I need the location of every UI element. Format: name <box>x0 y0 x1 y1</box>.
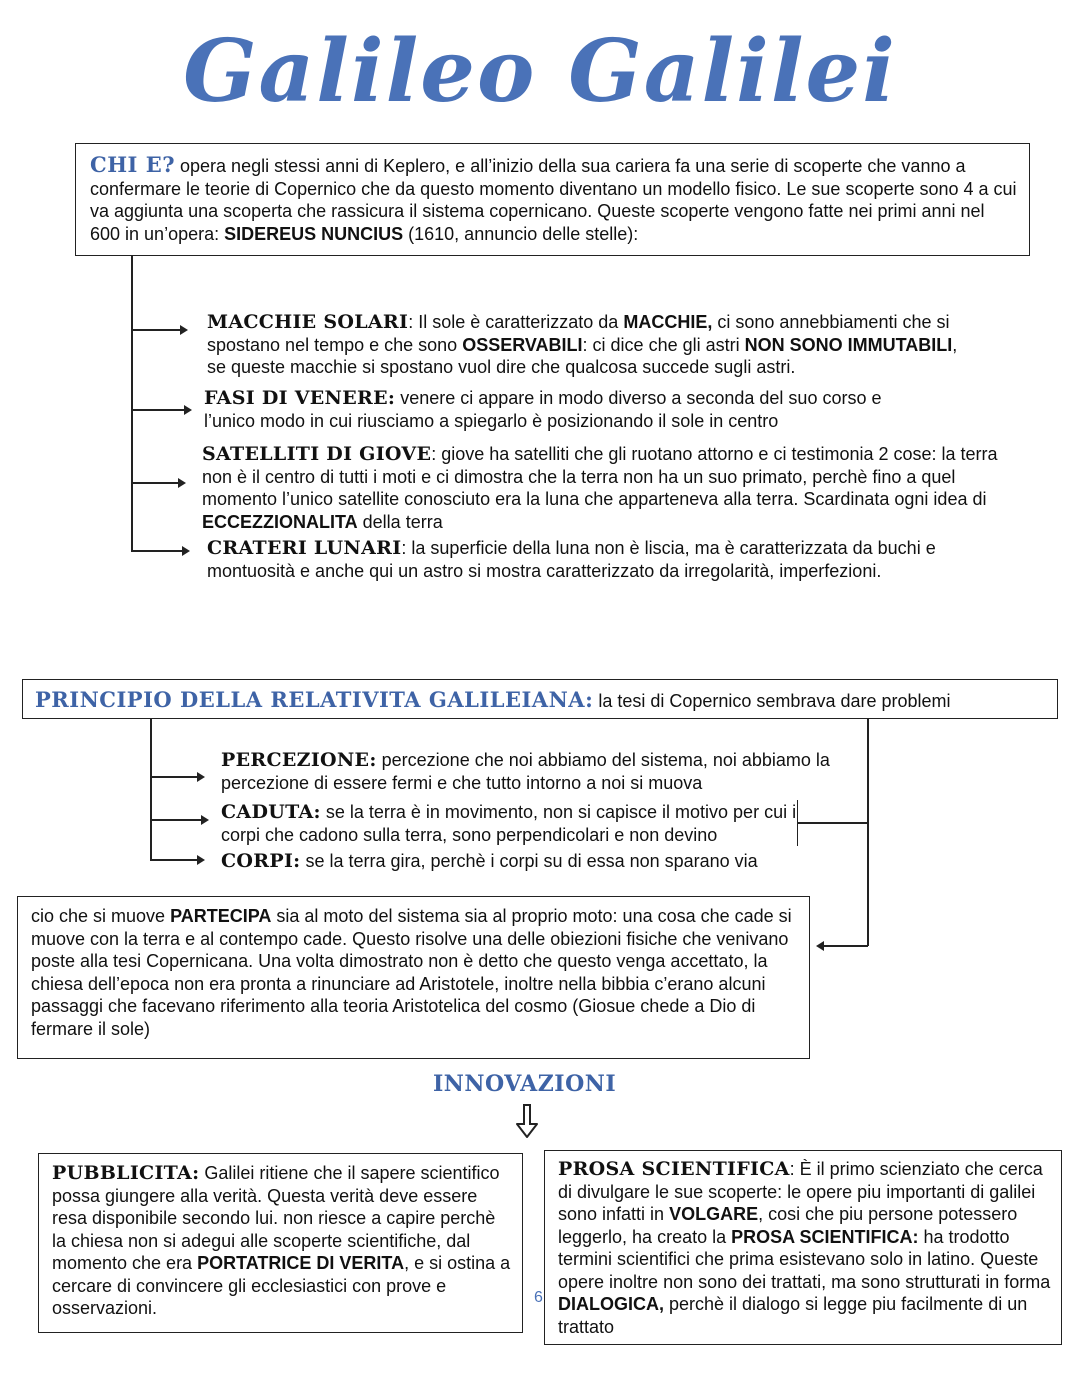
satelliti-giove-item: SATELLITI DI GIOVE: giove ha satelliti che gli ruotano attorno e ci testimonia 2 cose: la terra non è il centro di tutti i moti e ci dimostra che la terra non ha un suo primato, perchè fino a quel momento l’unico satellite conosciuto era la luna che apparteneva alla terra. Scardinata ogni idea di ECCEZZIONALITA della terra <box>202 443 998 532</box>
macchie-solari-item: MACCHIE SOLARI: Il sole è caratterizzato da MACCHIE, ci sono annebbiamenti che si spostano nel tempo e che sono OSSERVABILI: ci dice che gli astri NON SONO IMMUTABILI, se queste macchie si spostano vuol dire che qualcosa succede sugli astri. <box>207 311 958 377</box>
arrow-right-icon <box>184 405 192 415</box>
arrow-down-icon <box>516 1104 538 1138</box>
connector-crateri <box>131 550 183 552</box>
principio-box <box>22 679 1058 719</box>
connector-caduta <box>150 819 202 821</box>
arrow-right-icon <box>197 772 205 782</box>
arrow-right-icon <box>201 815 209 825</box>
arrow-right-icon <box>178 478 186 488</box>
pubblicita-text: PUBBLICITA: Galilei ritiene che il sapere scientifico possa giungere alla verità. Questa verità deve essere resa disponibile secondo lui. non riesce a capire perchè la chiesa non si adegui alle scoperte scientifiche, dal momento che era PORTATRICE DI VERITA, e si ostina a cercare di convincere gli ecclesiastici con prove e osservazioni. <box>52 1162 511 1318</box>
macchie-heading: MACCHIE SOLARI <box>207 311 409 333</box>
risposta-text: cio che si muove PARTECIPA sia al moto del sistema sia al proprio moto: una cosa che cade si muove con la terra e al contempo cade. Questo risolve una delle obiezioni fisiche che venivano poste alla tesi Copernicana. Una volta dimostrato non è detto che questo venga accettato, la chiesa dell’epoca non era pronta a rinunciare ad Aristotele, inoltre nella bibbia c’erano alcuni passaggi che facevano riferimento alla teoria Aristotelica del cosmo (Giosue chede a Dio di fermare il sole) <box>31 906 792 1039</box>
connector-giove <box>131 482 179 484</box>
arrow-right-icon <box>197 855 205 865</box>
tree-trunk-1 <box>131 256 133 550</box>
pubblicita-box <box>38 1153 523 1333</box>
giove-heading: SATELLITI DI GIOVE <box>202 443 432 465</box>
percezione-item: PERCEZIONE: percezione che noi abbiamo del sistema, noi abbiamo la percezione di essere fermi e che tutto intorno a noi si muova <box>221 749 830 793</box>
arrow-right-icon <box>182 546 190 556</box>
right-connector-bottom <box>824 945 868 947</box>
risposta-box <box>17 896 810 1059</box>
arrow-right-icon <box>180 325 188 335</box>
prosa-text: PROSA SCIENTIFICA: È il primo scienziato che cerca di divulgare le sue scoperte: le opere piu importanti di galilei sono infatti in VOLGARE, cosi che piu persone potessero leggerlo, ha creato la PROSA SCIENTIFICA: ha trodotto termini scientifici che prima esistevano solo in latino. Queste opere inoltre non sono dei trattati, ma sono strutturati in forma DIALOGICA, perchè il dialogo si legge piu facilmente di un trattato <box>558 1158 1051 1337</box>
tree-trunk-2 <box>150 719 152 860</box>
connector-venere <box>131 409 185 411</box>
prosa-heading: PROSA SCIENTIFICA <box>558 1158 790 1180</box>
principio-heading: PRINCIPIO DELLA RELATIVITA GALILEIANA: <box>35 687 594 712</box>
chi-e-box <box>75 143 1030 256</box>
chi-e-heading: CHI E? <box>90 152 176 177</box>
page-title: Galileo Galilei <box>183 21 897 122</box>
corpi-heading: CORPI: <box>221 850 301 872</box>
connector-corpi <box>150 859 198 861</box>
right-connector-stub <box>797 822 868 824</box>
right-connector-top <box>867 719 869 946</box>
page-number: 6 <box>534 1289 543 1306</box>
innovazioni-heading: INNOVAZIONI <box>433 1071 617 1097</box>
fasi-venere-item: FASI DI VENERE: venere ci appare in modo diverso a seconda del suo corso e l’unico modo in cui riusciamo a spiegarlo è posizionando il sole in centro <box>204 387 882 431</box>
caduta-item: CADUTA: se la terra è in movimento, non si capisce il motivo per cui i corpi che cadono sulla terra, sono perpendicolari e non devino <box>221 801 797 845</box>
pubblicita-heading: PUBBLICITA: <box>52 1162 200 1184</box>
corpi-item: CORPI: se la terra gira, perchè i corpi su di essa non sparano via <box>221 850 758 872</box>
percezione-heading: PERCEZIONE: <box>221 749 377 771</box>
arrow-left-icon <box>816 941 824 951</box>
connector-percezione <box>150 776 198 778</box>
principio-text: PRINCIPIO DELLA RELATIVITA GALILEIANA: la tesi di Copernico sembrava dare problemi <box>35 687 951 712</box>
connector-macchie <box>131 329 181 331</box>
venere-heading: FASI DI VENERE: <box>204 387 396 409</box>
chi-e-text: CHI E? opera negli stessi anni di Keplero, e all’inizio della sua cariera fa una serie di scoperte che vanno a confermare le teorie di Copernico che da questo momento diventano un modello fisico. Le sue scoperte sono 4 a cui va aggiunta una scoperta che rassicura il sistema copernicano. Queste scoperte vengono fatte nei primi anni nel 600 in un’opera: SIDEREUS NUNCIUS (1610, annuncio delle stelle): <box>90 152 1017 244</box>
caduta-heading: CADUTA: <box>221 801 321 823</box>
prosa-box <box>544 1150 1062 1345</box>
crateri-heading: CRATERI LUNARI <box>207 537 402 559</box>
crateri-lunari-item: CRATERI LUNARI: la superficie della luna non è liscia, ma è caratterizzata da buchi e montuosità e anche qui un astro si mostra caratterizzato da irregolarità, imperfezioni. <box>207 537 936 581</box>
